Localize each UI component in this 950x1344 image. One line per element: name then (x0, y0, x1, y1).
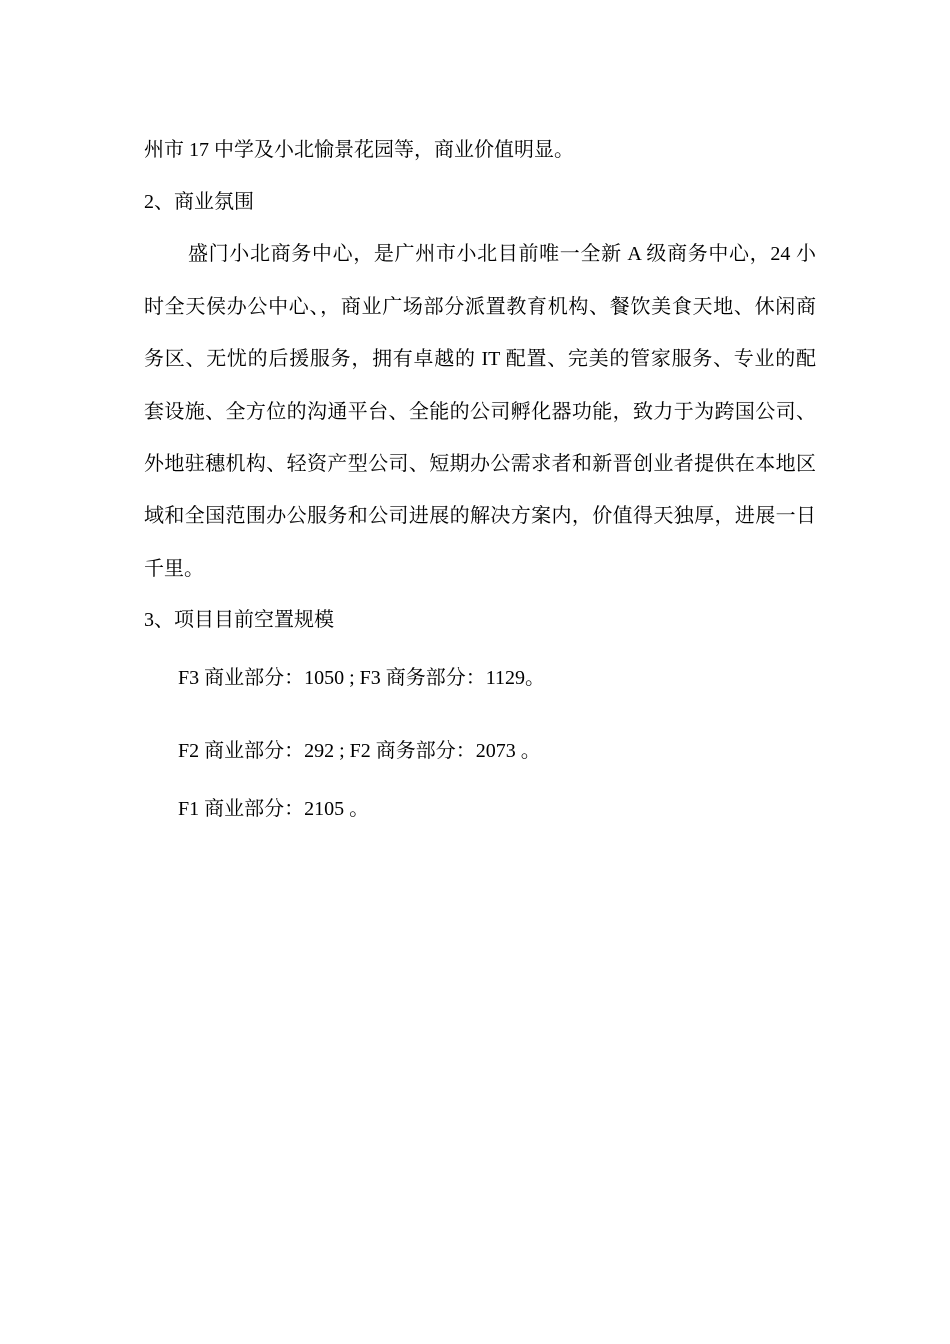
section-2-heading: 2、商业氛围 (144, 191, 254, 213)
paragraph-line: 时全天侯办公中心、，商业广场部分派置教育机构、餐饮美食天地、休闲商 (144, 296, 816, 318)
paragraph-line: 盛门小北商务中心，是广州市小北目前唯一全新 A 级商务中心，24 小 (188, 243, 816, 265)
vacancy-item-f2: F2 商业部分：292 ; F2 商务部分：2073 。 (178, 740, 541, 762)
paragraph-line: 千里。 (144, 558, 204, 580)
continuation-line: 州市 17 中学及小北愉景花园等，商业价值明显。 (144, 139, 574, 161)
paragraph-line: 套设施、全方位的沟通平台、全能的公司孵化器功能，致力于为跨国公司、 (144, 401, 816, 423)
paragraph-line: 外地驻穗机构、轻资产型公司、短期办公需求者和新晋创业者提供在本地区 (144, 453, 816, 475)
paragraph-line: 域和全国范围办公服务和公司进展的解决方案内，价值得天独厚，进展一日 (144, 505, 816, 527)
vacancy-item-f1: F1 商业部分：2105 。 (178, 798, 370, 820)
section-3-heading: 3、项目目前空置规模 (144, 609, 334, 631)
vacancy-item-f3: F3 商业部分：1050 ; F3 商务部分：1129。 (178, 667, 546, 689)
paragraph-line: 务区、无忧的后援服务，拥有卓越的 IT 配置、完美的管家服务、专业的配 (144, 348, 816, 370)
